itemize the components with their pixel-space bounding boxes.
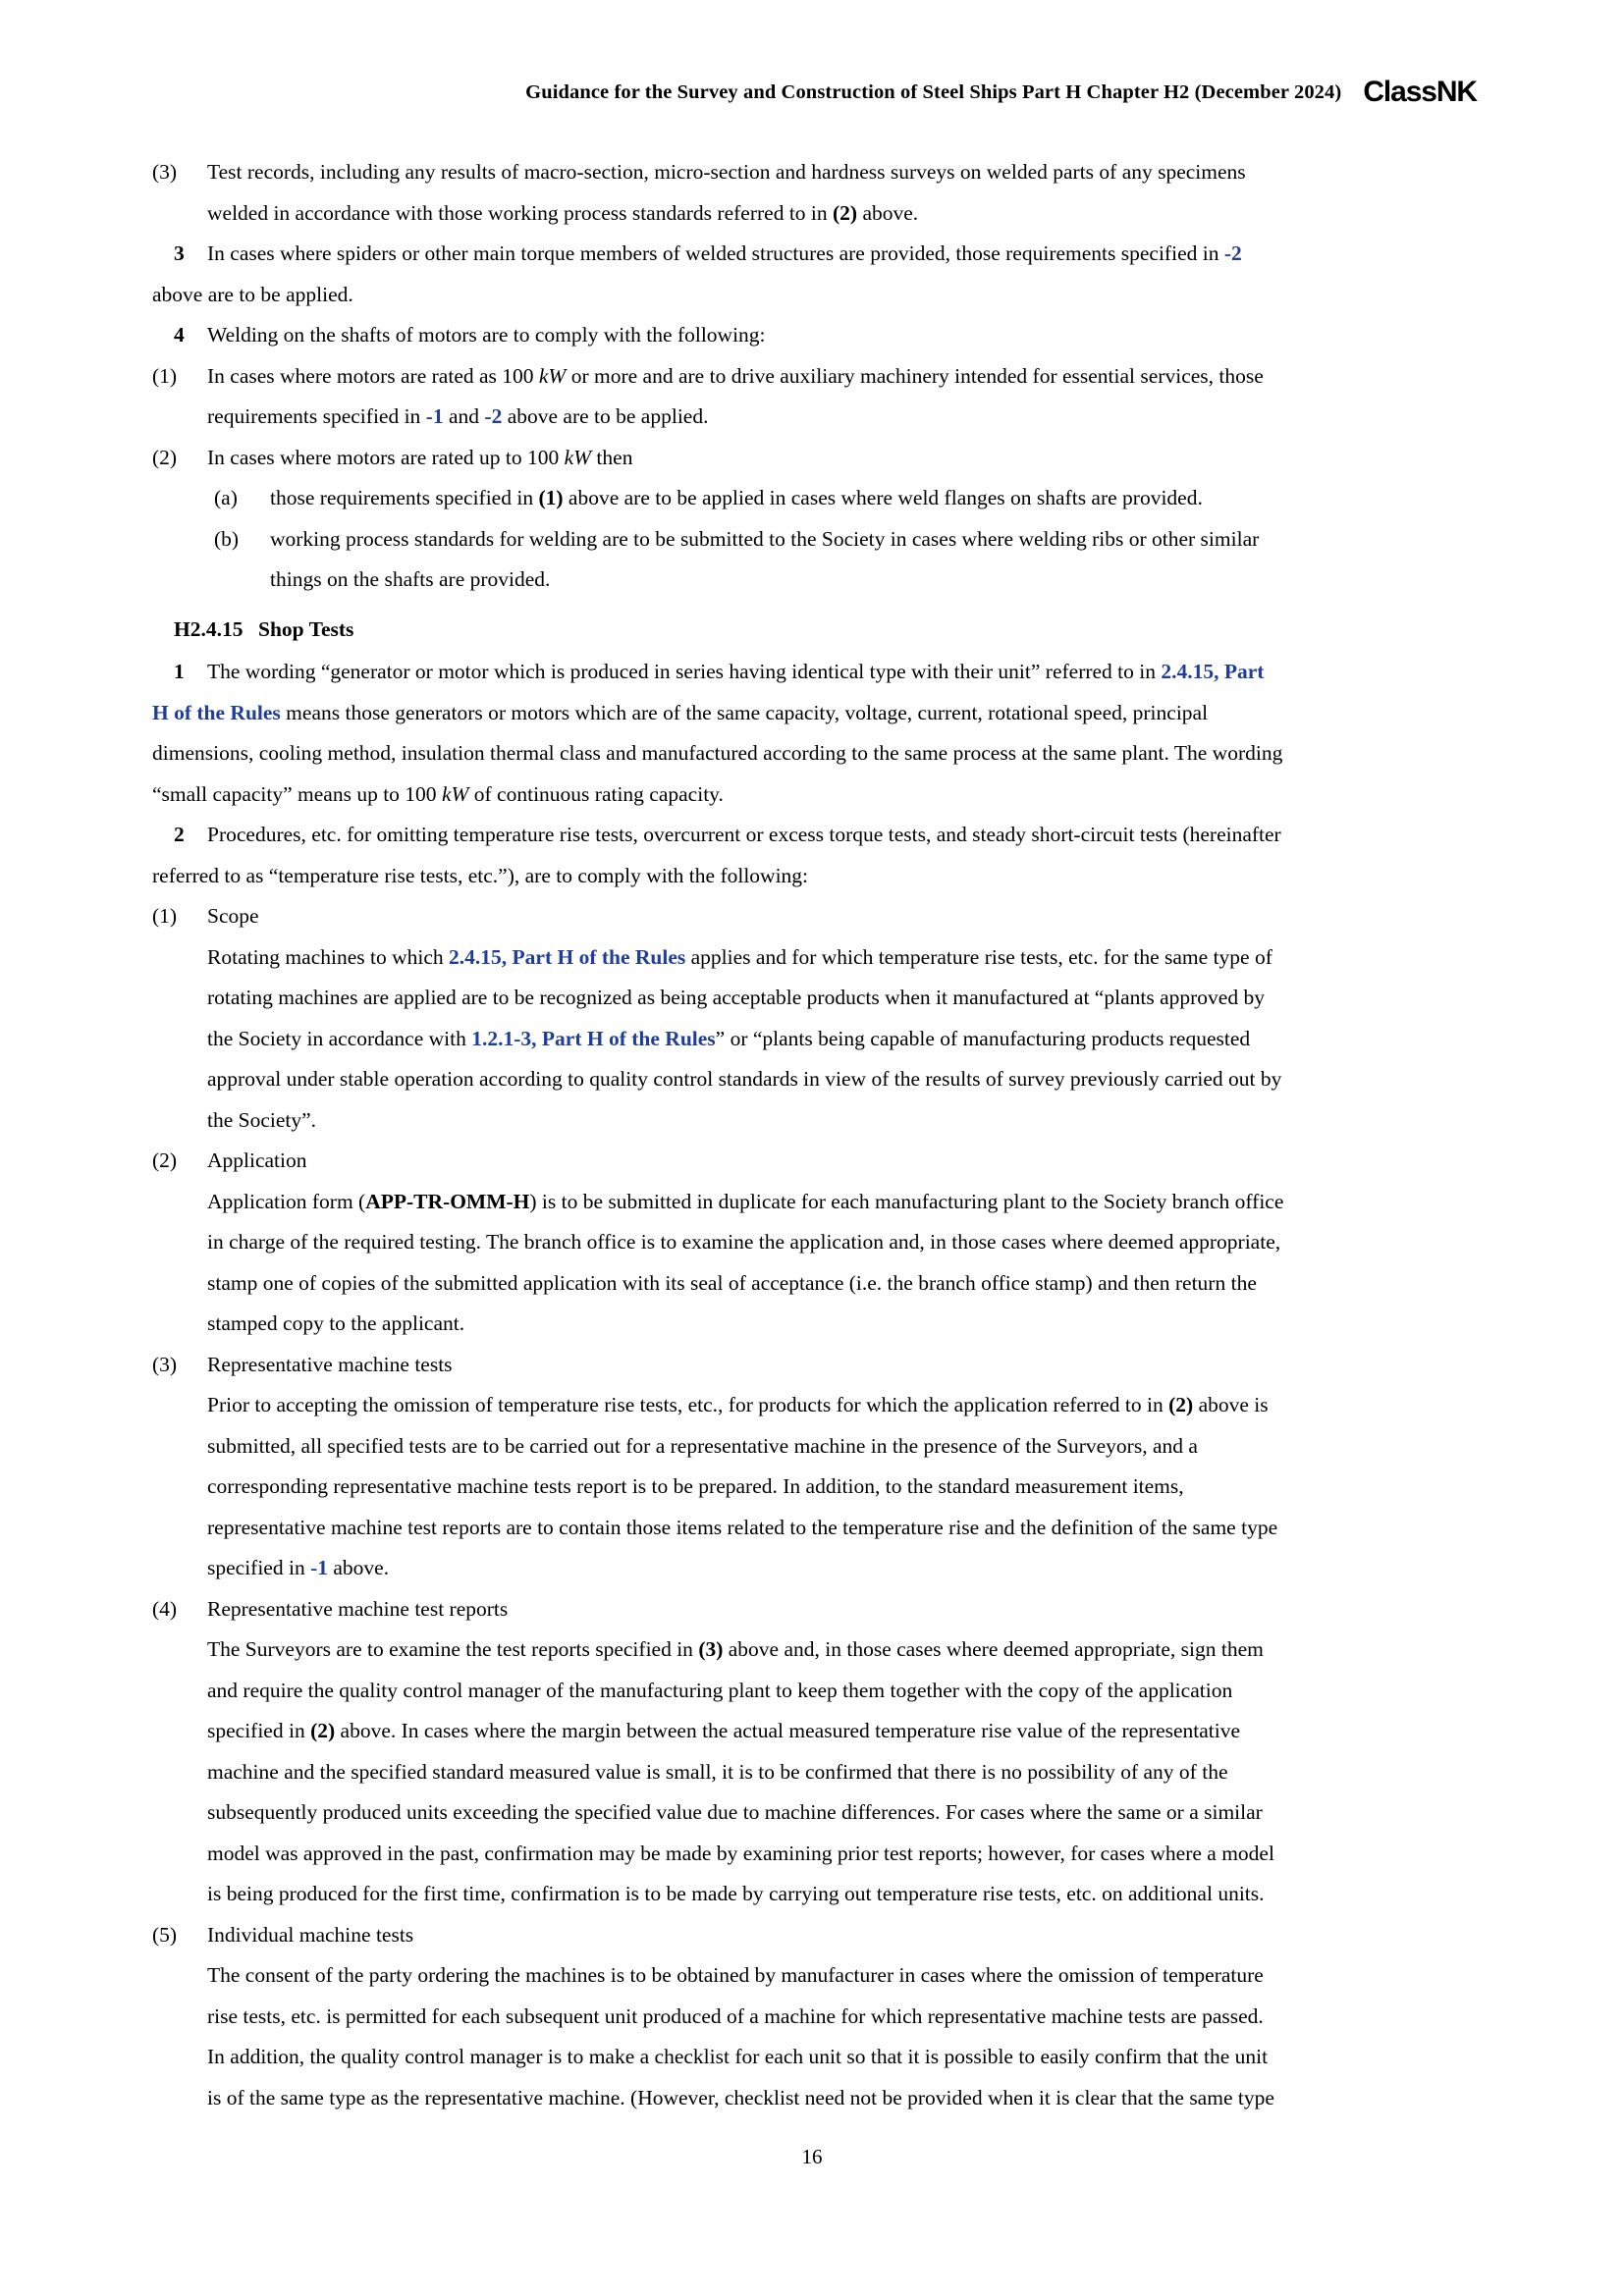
sub-list-item-continuation: things on the shafts are provided. xyxy=(270,567,551,591)
item-body: and require the quality control manager of the manufacturing plant to keep them together with the copy of the application xyxy=(207,1678,1233,1702)
item-label: (4) xyxy=(152,1596,178,1621)
list-item xyxy=(152,1915,1473,1956)
cross-ref-bold: (2) xyxy=(310,1719,336,1742)
sub-item-text: those requirements specified in xyxy=(270,486,539,509)
item-text: In cases where motors are rated up to 100 xyxy=(207,445,565,469)
item-body: submitted, all specified tests are to be carried out for a representative machine in the presence of the Surveyors, and a xyxy=(207,1433,1198,1458)
cross-ref-bold: (1) xyxy=(538,486,564,509)
item-text: ) is to be submitted in duplicate for each manufacturing plant to the Society branch office xyxy=(529,1189,1284,1213)
item-title: Scope xyxy=(207,904,259,928)
item-body: model was approved in the past, confirmation may be made by examining prior test reports; however, for cases where a model xyxy=(207,1841,1274,1865)
item-text: ” or “plants being capable of manufacturing products requested xyxy=(715,1026,1251,1050)
item-body: The consent of the party ordering the machines is to be obtained by manufacturer in cases where the omission of temperature xyxy=(207,1963,1264,1987)
item-text: above. xyxy=(328,1556,390,1579)
item-body xyxy=(152,1019,1473,1060)
item-text: and xyxy=(443,404,485,428)
sub-item-label: (b) xyxy=(214,526,240,551)
cross-ref-link[interactable]: -2 xyxy=(484,404,503,428)
numbered-paragraph xyxy=(152,815,1473,856)
item-label: (1) xyxy=(152,363,178,388)
section-number: H2.4.15 xyxy=(174,616,244,641)
item-text: above are to be applied. xyxy=(502,404,709,428)
cross-ref-bold: (2) xyxy=(833,200,858,225)
cross-ref-link[interactable]: -1 xyxy=(310,1556,328,1579)
item-text: applies and for which temperature rise tests, etc. for the same type of xyxy=(685,944,1272,969)
sub-list-item xyxy=(152,478,1473,519)
paragraph-continuation: dimensions, cooling method, insulation thermal class and manufactured according to the same process at the same plant. The wording xyxy=(152,741,1283,765)
item-text: the Society in accordance with xyxy=(207,1026,472,1050)
paragraph-text: “small capacity” means up to 100 xyxy=(152,781,442,806)
list-item xyxy=(152,356,1473,398)
item-title: Individual machine tests xyxy=(207,1922,414,1947)
item-body xyxy=(152,1385,1473,1426)
item-text: above. xyxy=(857,200,919,225)
item-title: Representative machine tests xyxy=(207,1352,453,1376)
item-body: the Society”. xyxy=(207,1107,317,1132)
item-body xyxy=(152,1629,1473,1671)
item-body: stamp one of copies of the submitted application with its seal of acceptance (i.e. the branch office stamp) and then return the xyxy=(207,1270,1257,1295)
sub-item-label: (a) xyxy=(214,486,238,509)
item-label: (3) xyxy=(152,160,178,184)
paragraph-text: Procedures, etc. for omitting temperature rise tests, overcurrent or excess torque tests, and steady short-circuit tests (hereinafter xyxy=(207,823,1281,846)
paragraph-text: In cases where spiders or other main torque members of welded structures are provided, those requirements specified in xyxy=(207,241,1224,265)
sub-list-item xyxy=(152,519,1473,561)
item-title: Representative machine test reports xyxy=(207,1596,509,1621)
item-body xyxy=(152,937,1473,979)
paragraph-text: of continuous rating capacity. xyxy=(468,781,724,806)
cross-ref-link[interactable]: -2 xyxy=(1223,241,1242,265)
paragraph-number: 2 xyxy=(174,823,185,846)
item-body: In addition, the quality control manager is to make a checklist for each unit so that it is possible to easily confirm that the unit xyxy=(207,2045,1269,2068)
item-label: (1) xyxy=(152,904,178,928)
unit-italic: kW xyxy=(564,445,592,469)
list-item xyxy=(152,1589,1473,1630)
paragraph-number: 3 xyxy=(174,241,185,265)
item-text: Application form ( xyxy=(207,1189,366,1213)
sub-item-text: working process standards for welding are to be submitted to the Society in cases where welding ribs or other similar xyxy=(270,526,1260,551)
item-text: above. In cases where the margin between the actual measured temperature rise value of the representative xyxy=(335,1719,1241,1742)
item-text: above is xyxy=(1193,1393,1269,1416)
list-item-continuation xyxy=(152,193,1473,235)
cross-ref-bold: (3) xyxy=(698,1637,724,1661)
numbered-paragraph xyxy=(152,652,1473,693)
cross-ref-link[interactable]: 2.4.15, Part H of the Rules xyxy=(449,944,686,969)
item-body: representative machine test reports are to contain those items related to the temperature rise and the definition of the same type xyxy=(207,1515,1278,1539)
item-body xyxy=(152,1548,1473,1589)
item-text: Test records, including any results of macro-section, micro-section and hardness surveys on welded parts of any specimens xyxy=(207,160,1246,184)
unit-italic: kW xyxy=(538,363,567,388)
paragraph-continuation: above are to be applied. xyxy=(152,282,353,306)
header-title: Guidance for the Survey and Construction of Steel Ships Part H Chapter H2 (December 2024) xyxy=(525,81,1342,103)
section-title: Shop Tests xyxy=(258,616,354,641)
page-number: 16 xyxy=(801,2145,823,2168)
item-body: machine and the specified standard measured value is small, it is to be confirmed that there is no possibility of any of the xyxy=(207,1759,1228,1784)
list-item xyxy=(152,152,1473,193)
cross-ref-link[interactable]: H of the Rules xyxy=(152,700,281,724)
item-body xyxy=(152,1182,1473,1223)
classnk-logo: ClassNK xyxy=(1363,76,1477,108)
section-heading xyxy=(152,610,1473,651)
item-label: (5) xyxy=(152,1922,178,1947)
item-body xyxy=(152,1711,1473,1752)
item-body: rise tests, etc. is permitted for each subsequent unit produced of a machine for which representative machine tests are passed. xyxy=(207,2003,1264,2028)
item-text: The Surveyors are to examine the test reports specified in xyxy=(207,1637,699,1661)
paragraph-continuation xyxy=(152,693,1473,734)
list-item-continuation xyxy=(152,397,1473,438)
paragraph-continuation xyxy=(152,774,1473,816)
cross-ref-link[interactable]: -1 xyxy=(425,404,444,428)
item-text: specified in xyxy=(207,1719,311,1742)
paragraph-text: Welding on the shafts of motors are to comply with the following: xyxy=(207,323,766,347)
document-body xyxy=(152,152,1473,2118)
page-footer xyxy=(0,2145,1624,2169)
cross-ref-link[interactable]: 1.2.1-3, Part H of the Rules xyxy=(471,1026,716,1050)
item-body: is of the same type as the representative machine. (However, checklist need not be provided when it is clear that the same type xyxy=(207,2085,1274,2109)
item-body: corresponding representative machine tests report is to be prepared. In addition, to the standard measurement items, xyxy=(207,1474,1184,1498)
numbered-paragraph xyxy=(152,234,1473,275)
item-text: Rotating machines to which xyxy=(207,944,450,969)
paragraph-number: 1 xyxy=(174,660,185,683)
item-text: requirements specified in xyxy=(207,404,426,428)
item-label: (3) xyxy=(152,1352,178,1376)
item-text: or more and are to drive auxiliary machinery intended for essential services, those xyxy=(566,363,1264,388)
item-body: stamped copy to the applicant. xyxy=(207,1311,465,1335)
item-body: is being produced for the first time, confirmation is to be made by carrying out temperature rise tests, etc. on additional units. xyxy=(207,1882,1265,1905)
list-item xyxy=(152,896,1473,937)
list-item xyxy=(152,1345,1473,1386)
cross-ref-link[interactable]: 2.4.15, Part xyxy=(1161,660,1265,683)
paragraph-number: 4 xyxy=(174,323,185,347)
form-code: APP-TR-OMM-H xyxy=(365,1189,530,1213)
item-text: welded in accordance with those working process standards referred to in xyxy=(207,200,834,225)
item-text: above and, in those cases where deemed appropriate, sign them xyxy=(723,1637,1264,1661)
item-body: subsequently produced units exceeding the specified value due to machine differences. For cases where the same or a similar xyxy=(207,1800,1263,1824)
item-label: (2) xyxy=(152,1148,178,1172)
numbered-paragraph xyxy=(152,315,1473,356)
paragraph-text: The wording “generator or motor which is produced in series having identical type with their unit” referred to in xyxy=(207,660,1162,683)
item-text: specified in xyxy=(207,1556,311,1579)
item-title: Application xyxy=(207,1148,307,1172)
paragraph-text: means those generators or motors which are of the same capacity, voltage, current, rotational speed, principal xyxy=(280,700,1209,724)
list-item xyxy=(152,1141,1473,1182)
item-body: rotating machines are applied are to be recognized as being acceptable products when it manufactured at “plants approved by xyxy=(207,986,1265,1009)
item-body: approval under stable operation according to quality control standards in view of the results of survey previously carried out by xyxy=(207,1067,1282,1091)
unit-italic: kW xyxy=(441,781,469,806)
paragraph-continuation: referred to as “temperature rise tests, etc.”), are to comply with the following: xyxy=(152,863,809,887)
list-item xyxy=(152,438,1473,479)
sub-item-text: above are to be applied in cases where weld flanges on shafts are provided. xyxy=(563,486,1203,509)
cross-ref-bold: (2) xyxy=(1168,1393,1194,1416)
page-header xyxy=(152,75,1477,108)
item-text: then xyxy=(591,445,633,469)
item-text: In cases where motors are rated as 100 xyxy=(207,363,539,388)
item-body: in charge of the required testing. The branch office is to examine the application and, in those cases where deemed appropriate, xyxy=(207,1230,1281,1254)
item-text: Prior to accepting the omission of temperature rise tests, etc., for products for which the application referred to in xyxy=(207,1393,1169,1416)
item-label: (2) xyxy=(152,445,178,469)
